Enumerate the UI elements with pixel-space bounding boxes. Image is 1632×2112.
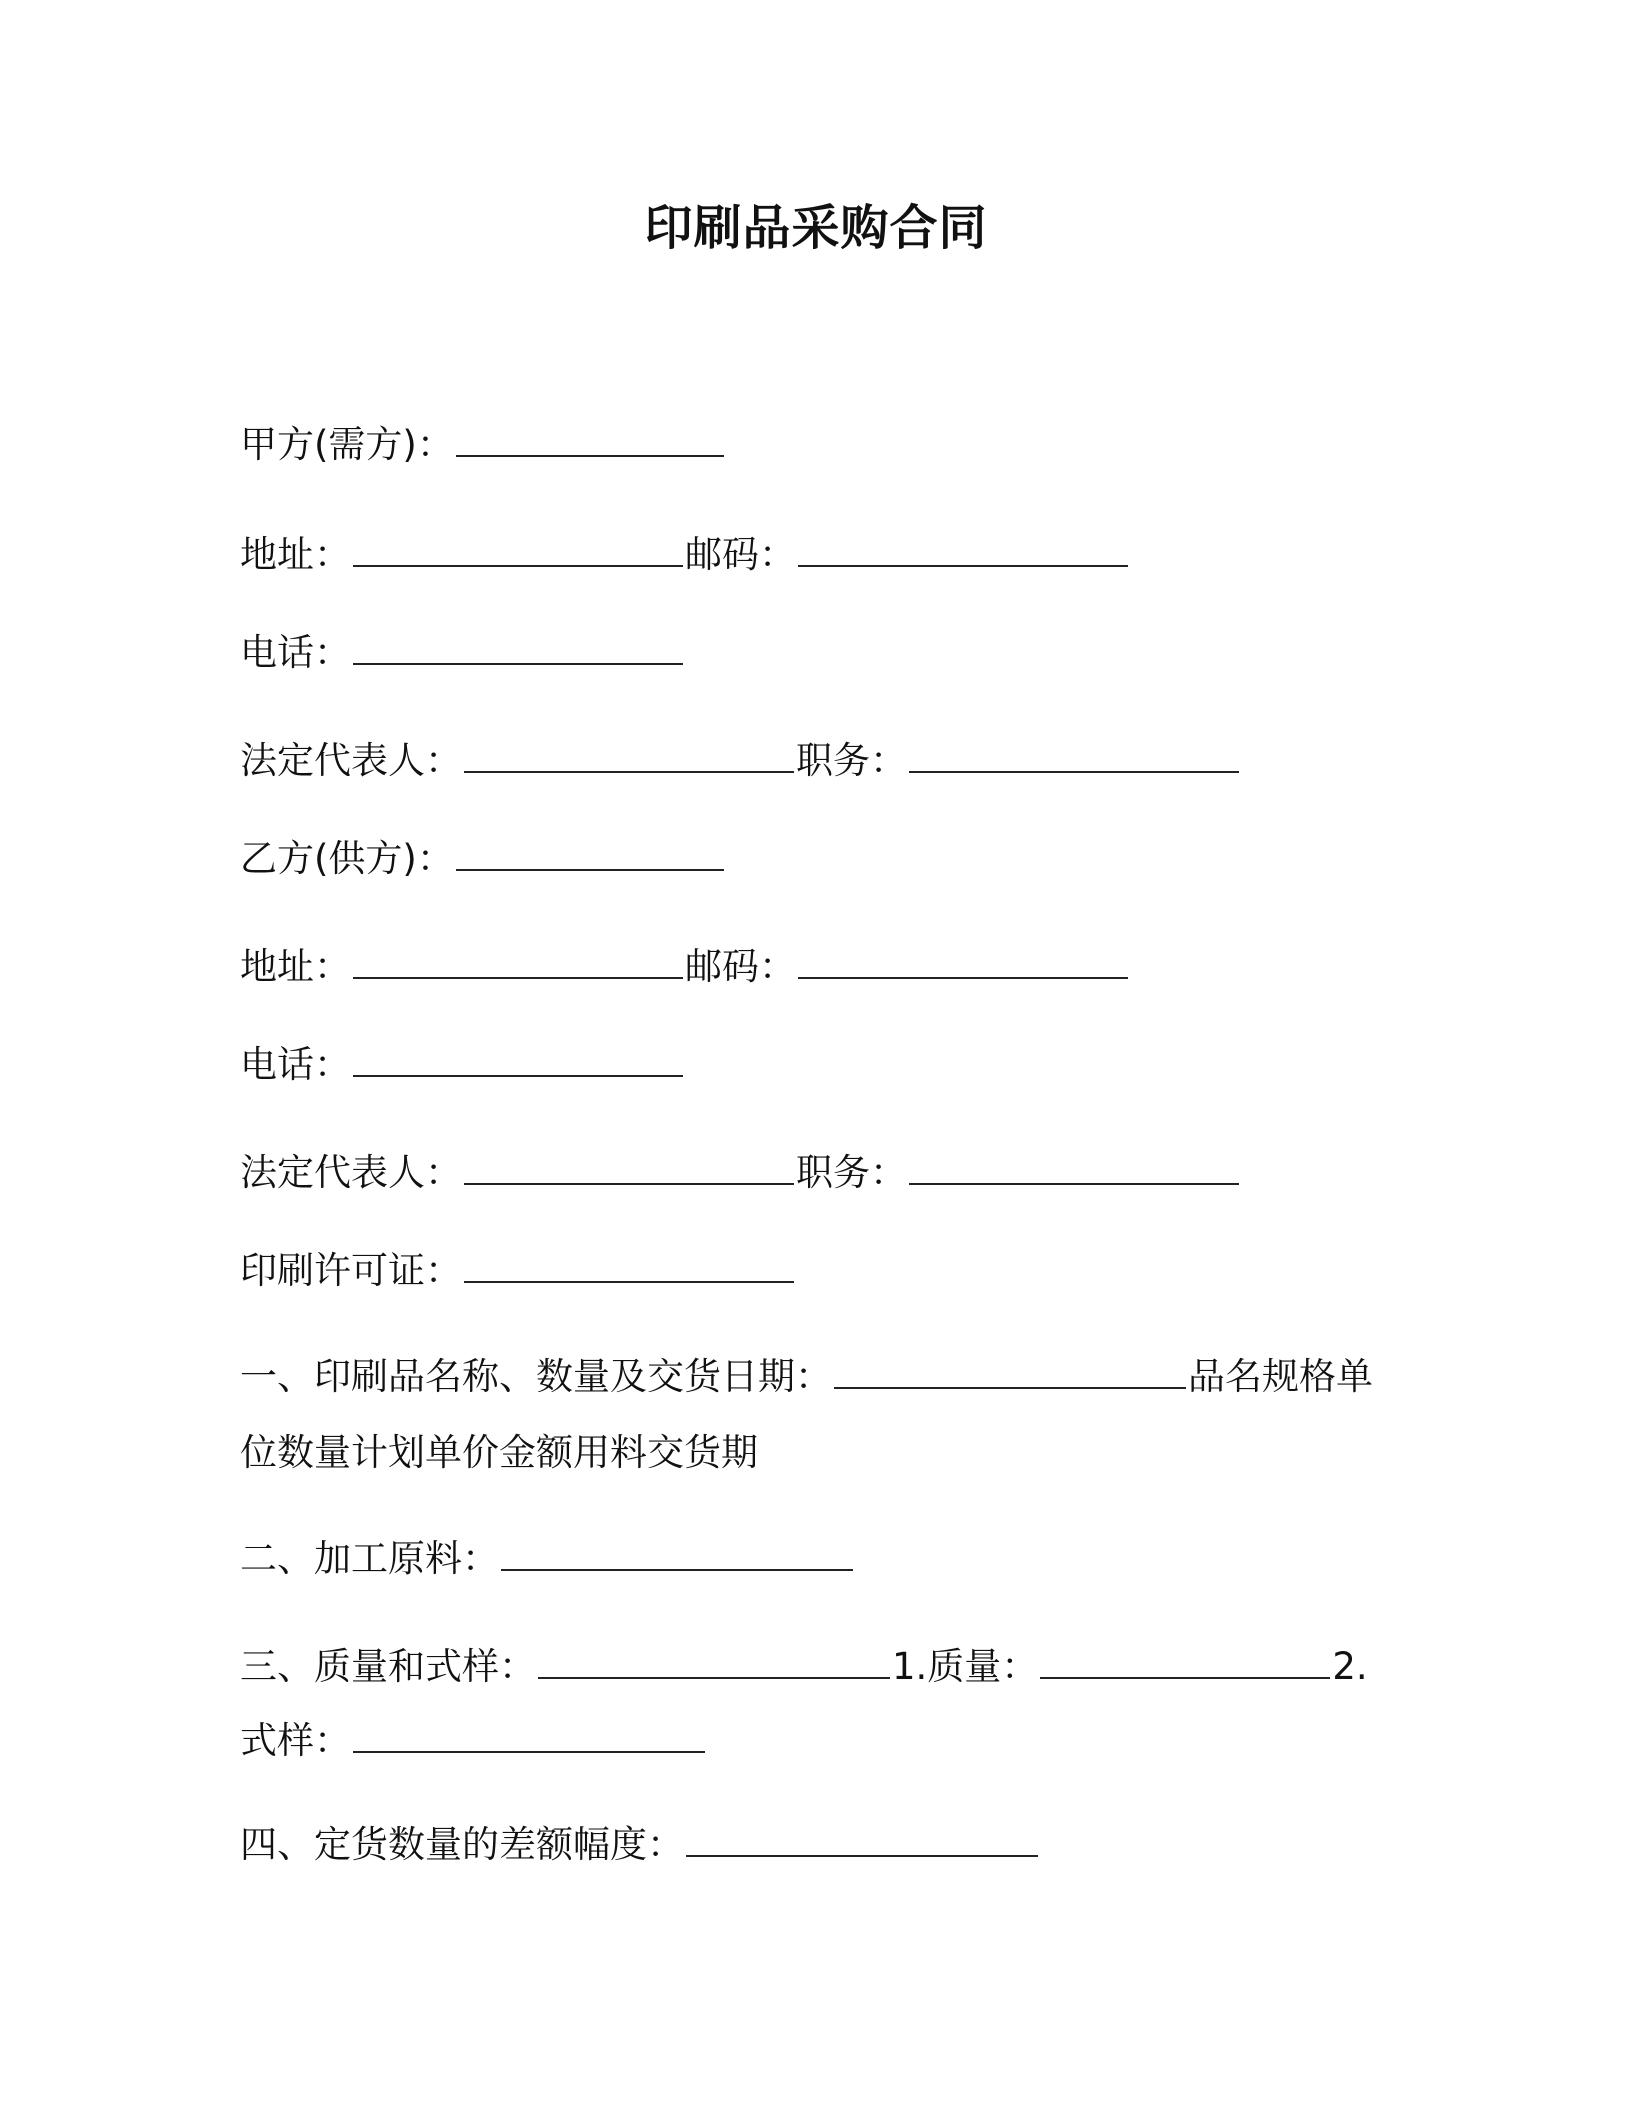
party-b-phone-line: [240, 1040, 685, 1090]
rep-label: 法定代表人：: [240, 739, 462, 782]
party-b-label: 乙方(供方)：: [240, 837, 454, 880]
party-a-line: [240, 420, 726, 470]
party-b-line: [240, 834, 726, 884]
document-title: 印刷品采购合同: [644, 200, 988, 256]
section-4-label: 四、定货数量的差额幅度：: [240, 1823, 684, 1866]
quality-blank[interactable]: [1040, 1643, 1330, 1679]
section-3-label: 三、质量和式样：: [240, 1645, 536, 1688]
party-b-rep-blank[interactable]: [464, 1149, 794, 1185]
rep-label: 法定代表人：: [240, 1151, 462, 1194]
section-1-label: 一、印刷品名称、数量及交货日期：: [240, 1355, 832, 1398]
party-b-blank[interactable]: [456, 835, 724, 871]
license-blank[interactable]: [464, 1247, 794, 1283]
party-a-position-blank[interactable]: [909, 737, 1239, 773]
party-b-position-blank[interactable]: [909, 1149, 1239, 1185]
postcode-label: 邮码：: [685, 533, 796, 576]
party-b-address-blank[interactable]: [353, 943, 683, 979]
section-4-blank[interactable]: [686, 1821, 1038, 1857]
party-b-rep-line: [240, 1148, 1241, 1198]
party-a-phone-blank[interactable]: [353, 629, 683, 665]
party-b-address-line: [240, 942, 1130, 992]
party-a-address-line: [240, 530, 1130, 580]
style-number: 2.: [1332, 1645, 1368, 1688]
party-a-postcode-blank[interactable]: [798, 531, 1128, 567]
section-3-blank[interactable]: [538, 1643, 890, 1679]
party-a-blank[interactable]: [456, 421, 724, 457]
section-1-tail: 品名规格单: [1188, 1355, 1373, 1398]
phone-label: 电话：: [240, 1043, 351, 1086]
party-a-phone-line: [240, 628, 685, 678]
style-blank[interactable]: [353, 1717, 705, 1753]
section-4-line: [240, 1820, 1040, 1870]
section-1-columns: 位数量计划单价金额用料交货期: [240, 1431, 758, 1474]
party-a-label: 甲方(需方)：: [240, 423, 454, 466]
section-2-line: [240, 1534, 855, 1584]
section-1-line-2: [240, 1428, 758, 1478]
license-label: 印刷许可证：: [240, 1249, 462, 1292]
license-line: [240, 1246, 796, 1296]
section-2-label: 二、加工原料：: [240, 1537, 499, 1580]
party-a-rep-blank[interactable]: [464, 737, 794, 773]
party-a-rep-line: [240, 736, 1241, 786]
section-1-line: [240, 1352, 1373, 1402]
party-a-address-blank[interactable]: [353, 531, 683, 567]
party-b-phone-blank[interactable]: [353, 1041, 683, 1077]
postcode-label: 邮码：: [685, 945, 796, 988]
party-b-postcode-blank[interactable]: [798, 943, 1128, 979]
section-2-blank[interactable]: [501, 1535, 853, 1571]
section-1-blank[interactable]: [834, 1353, 1186, 1389]
phone-label: 电话：: [240, 631, 351, 674]
quality-label: 1.质量：: [892, 1645, 1039, 1688]
position-label: 职务：: [796, 1151, 907, 1194]
style-label: 式样：: [240, 1719, 351, 1762]
address-label: 地址：: [240, 533, 351, 576]
address-label: 地址：: [240, 945, 351, 988]
section-3-line-2: [240, 1716, 707, 1766]
section-3-line: [240, 1642, 1368, 1692]
position-label: 职务：: [796, 739, 907, 782]
